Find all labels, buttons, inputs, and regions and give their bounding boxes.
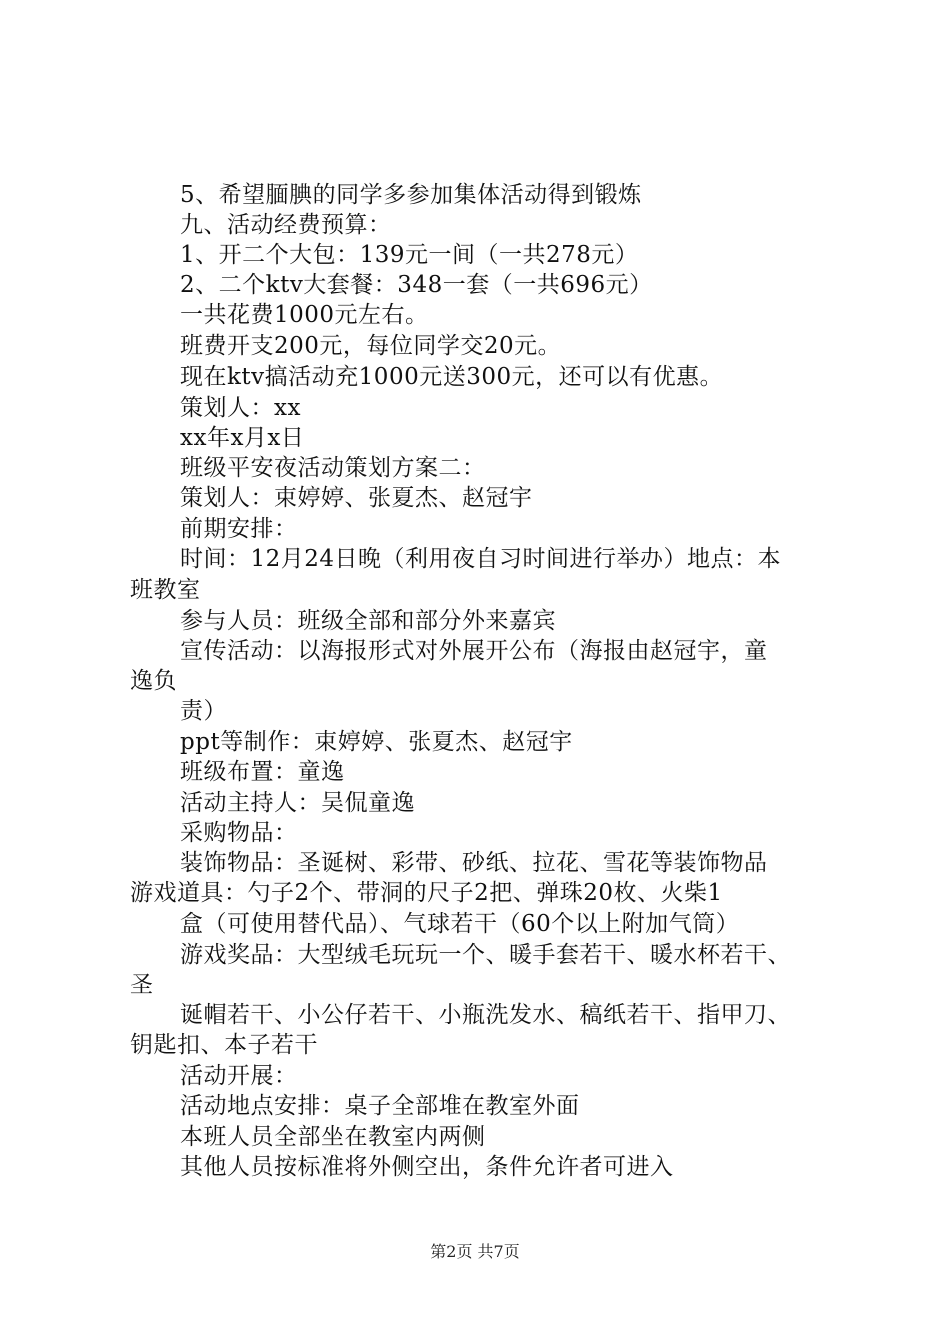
text-line: 活动地点安排：桌子全部堆在教室外面 [180, 1093, 580, 1119]
text-line: 其他人员按标准将外侧空出，条件允许者可进入 [180, 1154, 674, 1180]
text-line: ppt等制作：束婷婷、张夏杰、赵冠宇 [180, 729, 573, 755]
text-line: 圣 [130, 972, 154, 998]
text-line: 活动开展： [180, 1063, 298, 1089]
text-line: 责） [180, 698, 227, 724]
text-line: 宣传活动：以海报形式对外展开公布（海报由赵冠宇，童 [180, 638, 768, 664]
text-line: 游戏道具：勺子2个、带洞的尺子2把、弹珠20枚、火柴1 [130, 880, 723, 906]
text-line: 九、活动经费预算： [180, 212, 392, 238]
text-line: 一共花费1000元左右。 [180, 302, 429, 328]
text-line: 现在ktv搞活动充1000元送300元，还可以有优惠。 [180, 364, 724, 390]
text-line: 活动主持人：吴侃童逸 [180, 790, 415, 816]
text-line: 钥匙扣、本子若干 [130, 1032, 318, 1058]
text-line: 班教室 [130, 577, 201, 603]
text-line: 装饰物品：圣诞树、彩带、砂纸、拉花、雪花等装饰物品 [180, 850, 768, 876]
text-line: 1、开二个大包：139元一间（一共278元） [180, 242, 639, 268]
text-line: 盒（可使用替代品）、气球若干（60个以上附加气筒） [180, 911, 740, 937]
text-line: 2、二个ktv大套餐：348一套（一共696元） [180, 272, 653, 298]
text-line: 游戏奖品：大型绒毛玩玩一个、暖手套若干、暖水杯若干、 [180, 942, 791, 968]
page-footer: 第2页 共7页 [430, 1242, 520, 1261]
text-line: xx年x月x日 [180, 425, 305, 451]
text-line: 时间：12月24日晚（利用夜自习时间进行举办）地点：本 [180, 546, 782, 572]
text-line: 策划人：束婷婷、张夏杰、赵冠宇 [180, 485, 533, 511]
text-line: 班级布置：童逸 [180, 759, 345, 785]
text-line: 策划人：xx [180, 395, 301, 421]
text-line: 逸负 [130, 668, 177, 694]
text-line: 诞帽若干、小公仔若干、小瓶洗发水、稿纸若干、指甲刀、 [180, 1002, 791, 1028]
text-line: 班级平安夜活动策划方案二： [180, 455, 486, 481]
text-line: 本班人员全部坐在教室内两侧 [180, 1124, 486, 1150]
text-line: 班费开支200元，每位同学交20元。 [180, 333, 562, 359]
text-line: 参与人员：班级全部和部分外来嘉宾 [180, 608, 556, 634]
text-line: 前期安排： [180, 516, 298, 542]
text-line: 采购物品： [180, 820, 298, 846]
text-line: 5、希望腼腆的同学多参加集体活动得到锻炼 [180, 182, 642, 208]
